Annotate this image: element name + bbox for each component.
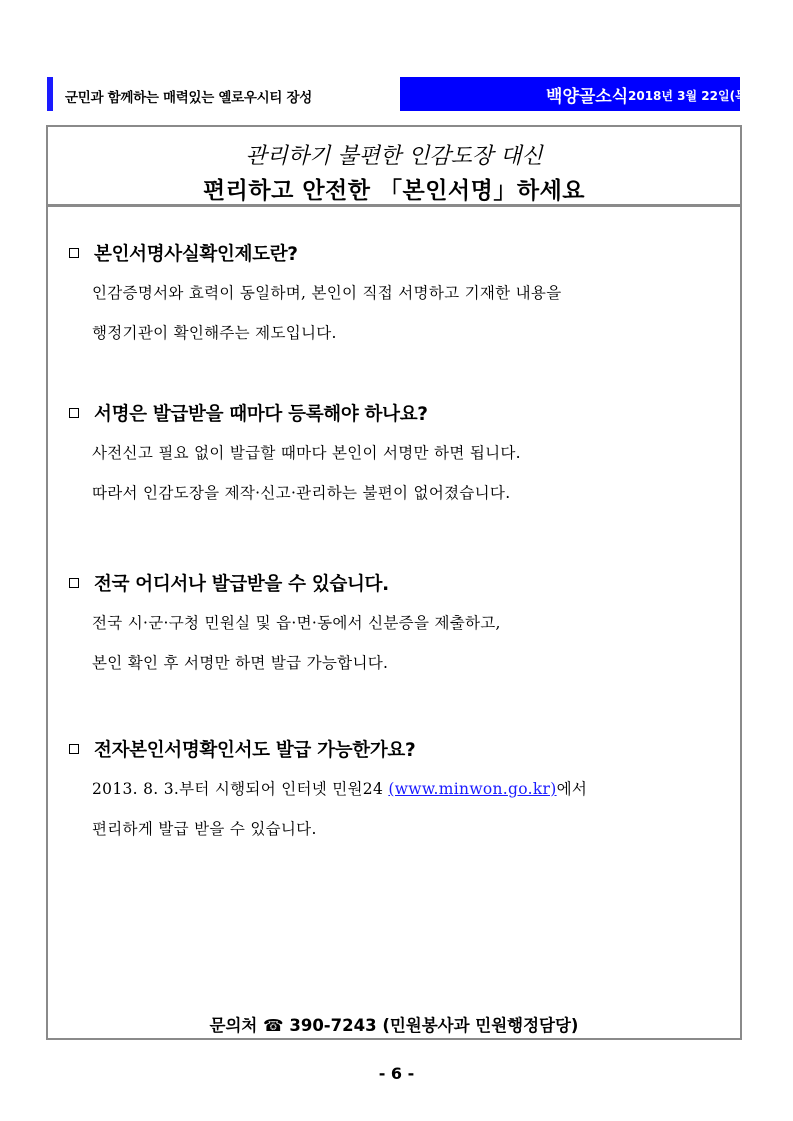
faq-question: 전국 어디서나 발급받을 수 있습니다. [94,574,389,595]
answer-text: 2013. 8. 3.부터 시행되어 인터넷 민원24 [92,780,389,798]
faq-answer-line: 본인 확인 후 서명만 하면 발급 가능합니다. [92,654,389,672]
article-title: 편리하고 안전한 「본인서명」하세요 [202,178,586,204]
faq-question: 서명은 발급받을 때마다 등록해야 하나요? [94,404,428,425]
faq-section-intro [66,239,726,342]
faq-question-row [66,735,726,763]
checkbox-bullet-icon [69,578,79,588]
faq-question: 본인서명사실확인제도란? [94,244,298,265]
faq-answer-line: 사전신고 필요 없이 발급할 때마다 본인이 서명만 하면 됩니다. [92,444,521,462]
faq-answer-line: 따라서 인감도장을 제작·신고·관리하는 불편이 없어졌습니다. [92,484,511,502]
article-subtitle: 관리하기 불편한 인감도장 대신 [245,144,543,169]
faq-section-registration [66,399,726,502]
newsletter-header [47,77,753,111]
faq-answer-line: 전국 시·군·구청 민원실 및 읍·면·동에서 신분증을 제출하고, [92,614,501,632]
faq-question-row [66,239,726,267]
checkbox-bullet-icon [69,248,79,258]
minwon-website-link[interactable]: (www.minwon.go.kr) [388,780,557,798]
header-title-block [400,77,753,111]
contact-info: 문의처 ☎ 390-7243 (민원봉사과 민원행정담당) [209,1016,579,1035]
checkbox-bullet-icon [69,744,79,754]
issue-date: 2018년 3월 22일(목) [628,89,753,103]
header-slogan: 군민과 함께하는 매력있는 옐로우시티 장성 [65,90,312,106]
faq-question-row [66,569,726,597]
faq-answer-line: 편리하게 발급 받을 수 있습니다. [92,820,317,838]
faq-section-electronic [66,735,726,838]
faq-answer-line: 인감증명서와 효력이 동일하며, 본인이 직접 서명하고 기재한 내용을 [92,284,562,302]
checkbox-bullet-icon [69,408,79,418]
faq-section-nationwide [66,569,726,672]
header-accent-bar [47,77,53,111]
faq-question: 전자본인서명확인서도 발급 가능한가요? [94,740,416,761]
article-frame [46,125,742,1040]
faq-answer-line [92,777,587,799]
newsletter-name: 백양골소식 [546,87,629,107]
faq-question-row [66,399,726,427]
page-number: - 6 - [378,1064,415,1083]
answer-text: 에서 [556,780,588,798]
title-box [48,127,740,207]
faq-answer-line: 행정기관이 확인해주는 제도입니다. [92,324,337,342]
